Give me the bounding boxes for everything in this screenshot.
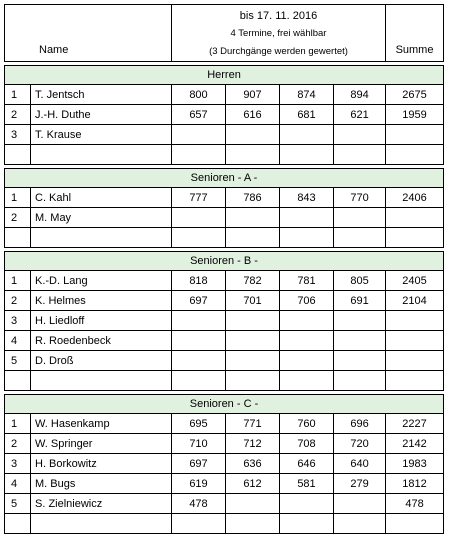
date-line: bis 17. 11. 2016 bbox=[239, 10, 318, 22]
score-cell: 805 bbox=[334, 271, 386, 291]
score-cell bbox=[280, 494, 334, 514]
score-cell bbox=[172, 331, 226, 351]
section-header-row bbox=[5, 252, 444, 271]
player-name-cell: D. Droß bbox=[31, 351, 172, 371]
score-cell: 612 bbox=[226, 474, 280, 494]
score-cell bbox=[334, 494, 386, 514]
rank-cell bbox=[5, 371, 31, 391]
table-row bbox=[5, 271, 444, 291]
table-row bbox=[5, 188, 444, 208]
player-name-cell: H. Borkowitz bbox=[31, 454, 172, 474]
player-name-cell: T. Krause bbox=[31, 125, 172, 145]
total-cell: 1812 bbox=[386, 474, 444, 494]
total-cell bbox=[386, 311, 444, 331]
rank-cell bbox=[5, 514, 31, 534]
total-cell: 1959 bbox=[386, 105, 444, 125]
score-cell bbox=[172, 311, 226, 331]
score-cell: 800 bbox=[172, 85, 226, 105]
total-cell: 478 bbox=[386, 494, 444, 514]
section-header-row bbox=[5, 169, 444, 188]
table-row bbox=[5, 125, 444, 145]
player-name-cell bbox=[31, 228, 172, 248]
results-body bbox=[5, 5, 444, 534]
player-name-cell: C. Kahl bbox=[31, 188, 172, 208]
total-cell bbox=[386, 228, 444, 248]
player-name-cell: W. Hasenkamp bbox=[31, 414, 172, 434]
player-name-cell: W. Springer bbox=[31, 434, 172, 454]
total-cell bbox=[386, 145, 444, 165]
table-row bbox=[5, 208, 444, 228]
score-cell bbox=[334, 331, 386, 351]
score-cell: 640 bbox=[334, 454, 386, 474]
rank-cell: 1 bbox=[5, 271, 31, 291]
player-name-cell: K. Helmes bbox=[31, 291, 172, 311]
table-row bbox=[5, 474, 444, 494]
score-cell: 619 bbox=[172, 474, 226, 494]
section-title: Herren bbox=[5, 66, 444, 85]
score-cell bbox=[172, 371, 226, 391]
results-sheet bbox=[4, 4, 443, 534]
table-row bbox=[5, 351, 444, 371]
rank-cell: 5 bbox=[5, 351, 31, 371]
score-cell bbox=[280, 371, 334, 391]
score-cell bbox=[226, 311, 280, 331]
table-row bbox=[5, 291, 444, 311]
section-header-row bbox=[5, 395, 444, 414]
total-cell: 2104 bbox=[386, 291, 444, 311]
score-cell: 843 bbox=[280, 188, 334, 208]
score-cell bbox=[172, 351, 226, 371]
score-cell: 478 bbox=[172, 494, 226, 514]
score-cell bbox=[334, 208, 386, 228]
score-cell: 720 bbox=[334, 434, 386, 454]
player-name-cell: H. Liedloff bbox=[31, 311, 172, 331]
score-cell bbox=[226, 371, 280, 391]
total-cell bbox=[386, 351, 444, 371]
score-cell bbox=[226, 208, 280, 228]
terms-line: 4 Termine, frei wählbar bbox=[230, 28, 327, 39]
name-column-header: Name bbox=[5, 5, 172, 62]
player-name-cell: K.-D. Lang bbox=[31, 271, 172, 291]
score-cell: 770 bbox=[334, 188, 386, 208]
rank-cell: 3 bbox=[5, 125, 31, 145]
score-cell bbox=[334, 145, 386, 165]
table-row bbox=[5, 494, 444, 514]
rank-cell: 2 bbox=[5, 434, 31, 454]
score-cell bbox=[280, 208, 334, 228]
score-cell bbox=[280, 228, 334, 248]
score-cell bbox=[226, 514, 280, 534]
rank-cell: 4 bbox=[5, 474, 31, 494]
player-name-cell: T. Jentsch bbox=[31, 85, 172, 105]
score-cell: 818 bbox=[172, 271, 226, 291]
score-cell: 701 bbox=[226, 291, 280, 311]
score-cell bbox=[334, 228, 386, 248]
score-cell: 697 bbox=[172, 291, 226, 311]
score-cell bbox=[226, 125, 280, 145]
score-cell bbox=[172, 125, 226, 145]
score-cell: 771 bbox=[226, 414, 280, 434]
table-row bbox=[5, 85, 444, 105]
score-cell: 907 bbox=[226, 85, 280, 105]
rank-cell: 3 bbox=[5, 311, 31, 331]
score-cell: 695 bbox=[172, 414, 226, 434]
rank-cell: 1 bbox=[5, 414, 31, 434]
total-cell bbox=[386, 125, 444, 145]
score-cell bbox=[334, 351, 386, 371]
score-cell bbox=[334, 514, 386, 534]
player-name-cell: J.-H. Duthe bbox=[31, 105, 172, 125]
score-cell bbox=[280, 351, 334, 371]
score-cell: 894 bbox=[334, 85, 386, 105]
table-row bbox=[5, 434, 444, 454]
event-info-header bbox=[172, 5, 386, 62]
score-cell: 781 bbox=[280, 271, 334, 291]
sum-column-header: Summe bbox=[386, 5, 444, 62]
score-cell: 760 bbox=[280, 414, 334, 434]
total-cell bbox=[386, 371, 444, 391]
score-cell: 706 bbox=[280, 291, 334, 311]
score-cell: 279 bbox=[334, 474, 386, 494]
section-title: Senioren - A - bbox=[5, 169, 444, 188]
score-cell bbox=[226, 494, 280, 514]
table-row bbox=[5, 311, 444, 331]
total-cell: 2405 bbox=[386, 271, 444, 291]
score-cell bbox=[334, 311, 386, 331]
player-name-cell: R. Roedenbeck bbox=[31, 331, 172, 351]
rank-cell: 1 bbox=[5, 188, 31, 208]
rule-line: (3 Durchgänge werden gewertet) bbox=[209, 46, 348, 57]
score-cell bbox=[280, 331, 334, 351]
total-cell: 2675 bbox=[386, 85, 444, 105]
score-cell: 581 bbox=[280, 474, 334, 494]
score-cell: 782 bbox=[226, 271, 280, 291]
section-header-row bbox=[5, 66, 444, 85]
player-name-cell bbox=[31, 371, 172, 391]
section-title: Senioren - B - bbox=[5, 252, 444, 271]
score-cell bbox=[226, 145, 280, 165]
score-cell: 786 bbox=[226, 188, 280, 208]
score-cell bbox=[172, 208, 226, 228]
player-name-cell: M. Bugs bbox=[31, 474, 172, 494]
score-cell: 874 bbox=[280, 85, 334, 105]
player-name-cell: S. Zielniewicz bbox=[31, 494, 172, 514]
score-cell: 696 bbox=[334, 414, 386, 434]
empty-row bbox=[5, 514, 444, 534]
rank-cell: 3 bbox=[5, 454, 31, 474]
total-cell bbox=[386, 514, 444, 534]
score-cell bbox=[172, 228, 226, 248]
rank-cell bbox=[5, 145, 31, 165]
empty-row bbox=[5, 371, 444, 391]
rank-cell: 4 bbox=[5, 331, 31, 351]
total-cell: 2406 bbox=[386, 188, 444, 208]
rank-cell: 2 bbox=[5, 105, 31, 125]
score-cell bbox=[226, 228, 280, 248]
table-row bbox=[5, 454, 444, 474]
score-cell: 710 bbox=[172, 434, 226, 454]
table-row bbox=[5, 105, 444, 125]
rank-cell bbox=[5, 228, 31, 248]
score-cell bbox=[172, 514, 226, 534]
empty-row bbox=[5, 145, 444, 165]
score-cell bbox=[280, 145, 334, 165]
player-name-cell: M. May bbox=[31, 208, 172, 228]
rank-cell: 1 bbox=[5, 85, 31, 105]
score-cell: 697 bbox=[172, 454, 226, 474]
score-cell bbox=[280, 311, 334, 331]
total-cell: 1983 bbox=[386, 454, 444, 474]
total-cell: 2142 bbox=[386, 434, 444, 454]
section-title: Senioren - C - bbox=[5, 395, 444, 414]
total-cell bbox=[386, 331, 444, 351]
score-cell: 616 bbox=[226, 105, 280, 125]
header-row bbox=[5, 5, 444, 62]
rank-cell: 5 bbox=[5, 494, 31, 514]
score-cell: 712 bbox=[226, 434, 280, 454]
rank-cell: 2 bbox=[5, 291, 31, 311]
score-cell: 708 bbox=[280, 434, 334, 454]
score-cell: 657 bbox=[172, 105, 226, 125]
score-cell bbox=[172, 145, 226, 165]
score-cell: 621 bbox=[334, 105, 386, 125]
score-cell bbox=[334, 125, 386, 145]
rank-cell: 2 bbox=[5, 208, 31, 228]
empty-row bbox=[5, 228, 444, 248]
score-cell bbox=[280, 514, 334, 534]
score-cell: 646 bbox=[280, 454, 334, 474]
table-row bbox=[5, 331, 444, 351]
score-cell: 691 bbox=[334, 291, 386, 311]
player-name-cell bbox=[31, 145, 172, 165]
table-row bbox=[5, 414, 444, 434]
player-name-cell bbox=[31, 514, 172, 534]
score-cell: 777 bbox=[172, 188, 226, 208]
results-table bbox=[4, 4, 444, 534]
score-cell: 681 bbox=[280, 105, 334, 125]
score-cell bbox=[280, 125, 334, 145]
total-cell: 2227 bbox=[386, 414, 444, 434]
score-cell bbox=[334, 371, 386, 391]
score-cell bbox=[226, 351, 280, 371]
score-cell: 636 bbox=[226, 454, 280, 474]
total-cell bbox=[386, 208, 444, 228]
score-cell bbox=[226, 331, 280, 351]
